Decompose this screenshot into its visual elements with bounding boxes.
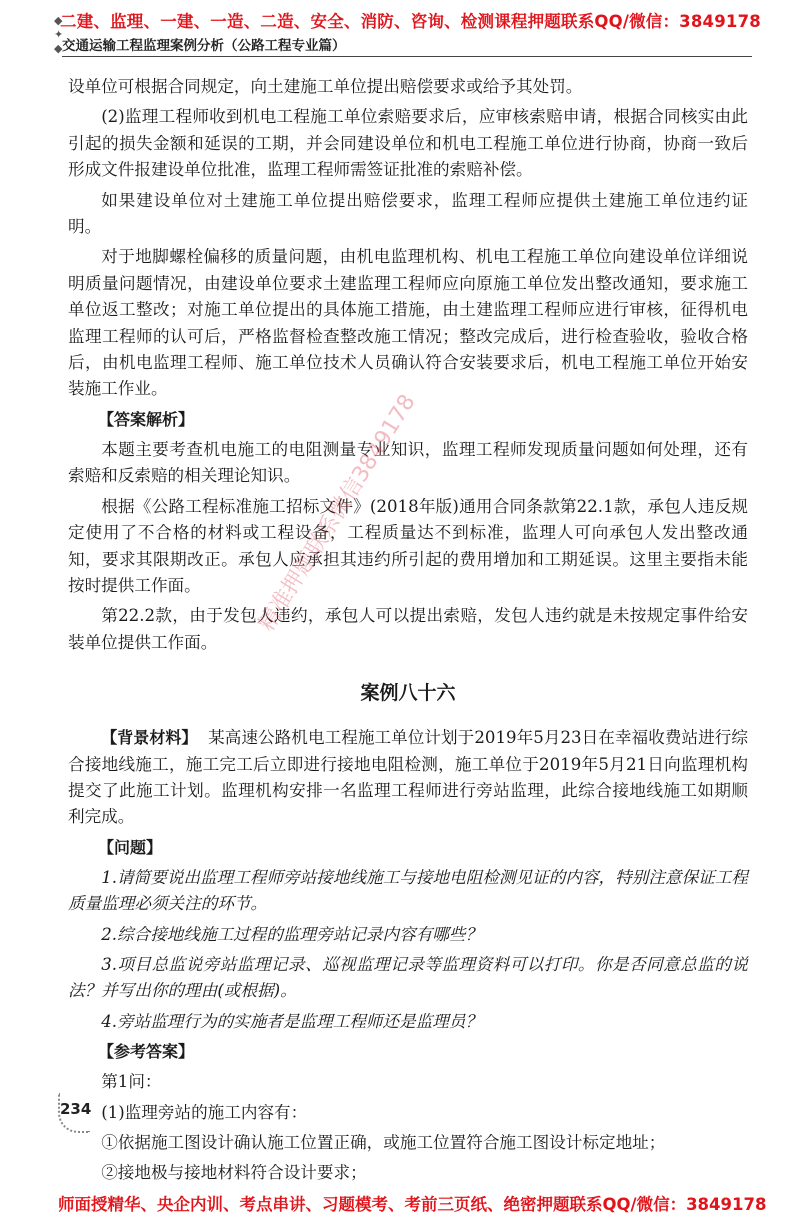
background-paragraph bbox=[68, 725, 748, 831]
analysis-heading: 【答案解析】 bbox=[98, 409, 195, 429]
background-heading: 【背景材料】 bbox=[101, 728, 198, 748]
page-number: 234 bbox=[60, 1100, 92, 1118]
question-item: 2.综合接地线施工过程的监理旁站记录内容有哪些？ bbox=[101, 924, 483, 944]
reference-line: 第1问： bbox=[101, 1072, 162, 1092]
reference-line: ②接地极与接地材料符合设计要求； bbox=[101, 1163, 367, 1183]
analysis-paragraph: 根据《公路工程标准施工招标文件》(2018年版)通用合同条款第22.1款，承包人违反规定使用了不合格的材料或工程设备，工程质量达不到标准，监理人可向承包人发出整改通知，要求其限期改正。承包人应承担其违约所引起的费用增加和工期延误。这里主要指未能按时提供工作面。 bbox=[68, 496, 748, 595]
paragraph: 对于地脚螺栓偏移的质量问题，由机电监理机构、机电工程施工单位向建设单位详细说明质量问题情况，由建设单位要求土建监理工程师应向原施工单位发出整改通知，要求施工单位返工整改；对施工单位提出的具体施工措施，由土建监理工程师应进行审核，征得机电监理工程师的认可后，严格监督检查整改施工情况；整改完成后，进行检查验收，验收合格后，由机电监理工程师、施工单位技术人员确认符合安装要求后，机电工程施工单位开始安装施工作业。 bbox=[68, 247, 748, 399]
paragraph: 设单位可根据合同规定，向土建施工单位提出赔偿要求或给予其处罚。 bbox=[68, 77, 583, 96]
reference-line: ①依据施工图设计确认施工位置正确，或施工位置符合施工图设计标定地址； bbox=[101, 1133, 666, 1152]
reference-heading: 【参考答案】 bbox=[98, 1042, 195, 1062]
top-promo-banner: 二建、监理、一建、一造、二造、安全、消防、咨询、检测课程押题联系QQ/微信：3849178 bbox=[60, 12, 761, 31]
question-item: 1.请简要说出监理工程师旁站接地线施工与接地电阻检测见证的内容，特别注意保证工程质量监理必须关注的环节。 bbox=[68, 867, 748, 914]
question-item: 3.项目总监说旁站监理记录、巡视监理记录等监理资料可以打印。你是否同意总监的说法？并写出你的理由(或根据)。 bbox=[68, 954, 748, 1001]
bottom-promo-banner: 师面授精华、央企内训、考点串讲、习题模考、考前三页纸、绝密押题联系QQ/微信：3849178 bbox=[58, 1195, 767, 1214]
analysis-paragraph: 本题主要考查机电施工的电阻测量专业知识，监理工程师发现质量问题如何处理，还有索赔和反索赔的相关理论知识。 bbox=[68, 439, 748, 486]
questions-heading: 【问题】 bbox=[98, 837, 163, 857]
question-item: 4.旁站监理行为的实施者是监理工程师还是监理员？ bbox=[101, 1011, 483, 1031]
header-divider bbox=[62, 56, 752, 57]
running-header: 交通运输工程监理案例分析（公路工程专业篇） bbox=[62, 38, 346, 54]
background-text: 某高速公路机电工程施工单位计划于2019年5月23日在幸福收费站进行综合接地线施工，施工完工后立即进行接地电阻检测，施工单位于2019年5月21日向监理机构提交了此施工计划。监理机构安排一名监理工程师进行旁站监理，此综合接地线施工如期顺利完成。 bbox=[68, 728, 748, 827]
watermark: 精准押题联系微信3849178 bbox=[254, 390, 421, 636]
case-title: 案例八十六 bbox=[360, 682, 456, 705]
paragraph: 如果建设单位对土建施工单位提出赔偿要求，监理工程师应提供土建施工单位违约证明。 bbox=[68, 190, 748, 237]
header-ornament-icon: ◆ ✦ ◆ bbox=[54, 14, 64, 55]
page-body bbox=[68, 74, 748, 1191]
reference-line: (1)监理旁站的施工内容有： bbox=[101, 1102, 308, 1122]
analysis-paragraph: 第22.2款，由于发包人违约，承包人可以提出索赔，发包人违约就是未按规定事件给安装单位提供工作面。 bbox=[68, 606, 748, 652]
paragraph: (2)监理工程师收到机电工程施工单位索赔要求后，应审核索赔申请，根据合同核实由此引起的损失金额和延误的工期，并会同建设单位和机电工程施工单位进行协商，协商一致后形成文件报建设单位批准，监理工程师需签证批准的索赔补偿。 bbox=[68, 107, 748, 180]
